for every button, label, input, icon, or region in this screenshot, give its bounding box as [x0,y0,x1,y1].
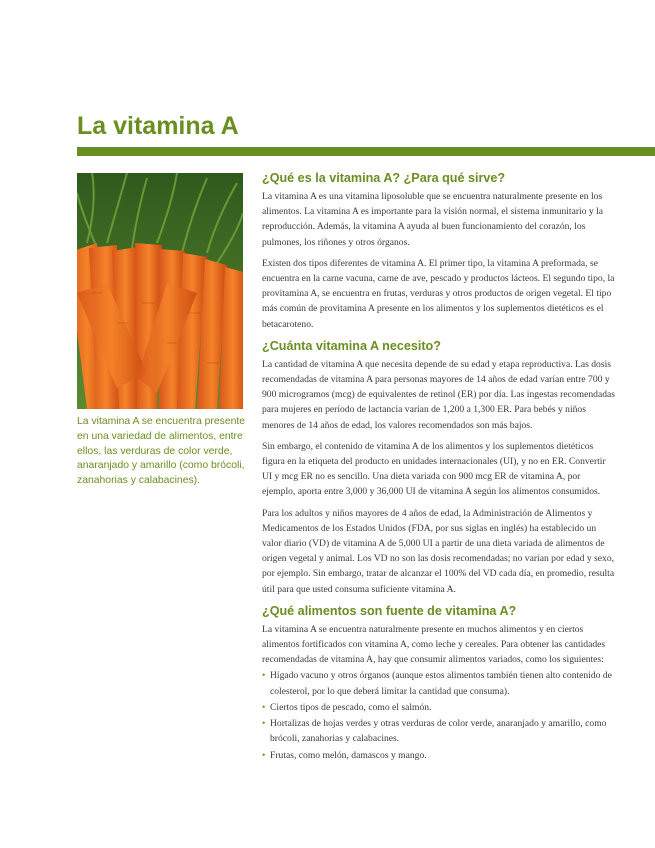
section-heading: ¿Qué es la vitamina A? ¿Para qué sirve? [262,171,506,185]
paragraph: La cantidad de vitamina A que necesita depende de su edad y etapa reproductiva. Las dosis recomendadas de vitamina A para personas mayores de 14 años de edad varían entre 700 y 900 microgramos (mcg) de equivalentes de retinol (ER) por día. Las ingestas recomendadas para mujeres en período de lactancia varían de 1,200 a 1,300 ER. Para bebés y niños menores de 14 años de edad, los valores recomendados son más bajos. [262,358,615,431]
paragraph: Para los adultos y niños mayores de 4 años de edad, la Administración de Alimentos y Medicamentos de los Estados Unidos (FDA, por sus siglas en inglés) ha establecido un valor diario (VD) de vitamina A de 5,000 UI a partir de una dieta variada de alimentos de origen vegetal y animal. Los VD no son las dosis recomendadas; no varían por edad y sexo, por ejemplo. Sin embargo, tratar de alcanzar el 100% del VD cada día, en promedio, resulta útil para que usted consuma suficiente vitamina A. [262,507,615,595]
bullet-icon: • [262,701,266,713]
page-title: La vitamina A [77,112,239,140]
section-what-is [262,170,616,332]
paragraph: La vitamina A es una vitamina liposoluble que se encuentra naturalmente presente en los alimentos. La vitamina A es importante para la visión normal, el sistema inmunitario y la reproducción. Además, la vitamina A ayuda al buen funcionamiento del corazón, los pulmones, los riñones y otros órganos. [262,191,604,248]
bullet-icon: • [262,749,266,761]
section-heading: ¿Qué alimentos son fuente de vitamina A? [262,603,517,618]
photo-caption: La vitamina A se encuentra presente en una variedad de alimentos, entre ellos, las verduras de color verde, anaranjado y amarillo (como brócoli, zanahorias y calabacines). [77,416,246,487]
list-item: • Ciertos tipos de pescado, como el salmón. [262,700,616,715]
paragraph: Sin embargo, el contenido de vitamina A de los alimentos y los suplementos dietéticos figura en la etiqueta del producto en unidades internacionales (UI), y no en ER. Convertir UI y mcg ER no es sencillo. Una dieta variada con 900 mcg ER de vitamina A, por ejemplo, aporta entre 3,000 y 36,000 UI de vitamina A según los alimentos consumidos. [262,440,606,498]
section-heading: ¿Cuánta vitamina A necesito? [262,338,441,353]
bullet-icon: • [262,670,266,682]
paragraph: Existen dos tipos diferentes de vitamina A. El primer tipo, la vitamina A preformada, se encuentra en la carne vacuna, carne de ave, pescado y productos lácteos. El segundo tipo, la provitamina A, se encuentra en frutas, verduras y otros productos de origen vegetal. El tipo más común de provitamina A presente en los alimentos y los suplementos dietéticos es el betacaroteno. [262,257,615,330]
title-rule [77,147,655,156]
food-list [262,668,616,762]
section-food-sources [262,603,616,763]
list-item: • Frutas, como melón, damascos y mango. [262,748,616,763]
list-item: • Hígado vacuno y otros órganos (aunque estos alimentos también tienen alto contenido de colesterol, por lo que deberá limitar la cantidad que consuma). [262,670,612,697]
main-content [262,166,616,764]
bullet-icon: • [262,718,266,730]
paragraph: La vitamina A se encuentra naturalmente presente en muchos alimentos y en ciertos alimentos fortificados con vitamina A, como leche y cereales. Para obtener las cantidades recomendadas de vitamina A, hay que consumir alimentos variados, como los siguientes: [262,623,606,666]
carrots-photo [77,173,243,409]
list-item: • Hortalizas de hojas verdes y otras verduras de color verde, anaranjado y amarillo, como brócoli, zanahorias y calabacines. [262,718,607,745]
section-how-much [262,338,616,597]
